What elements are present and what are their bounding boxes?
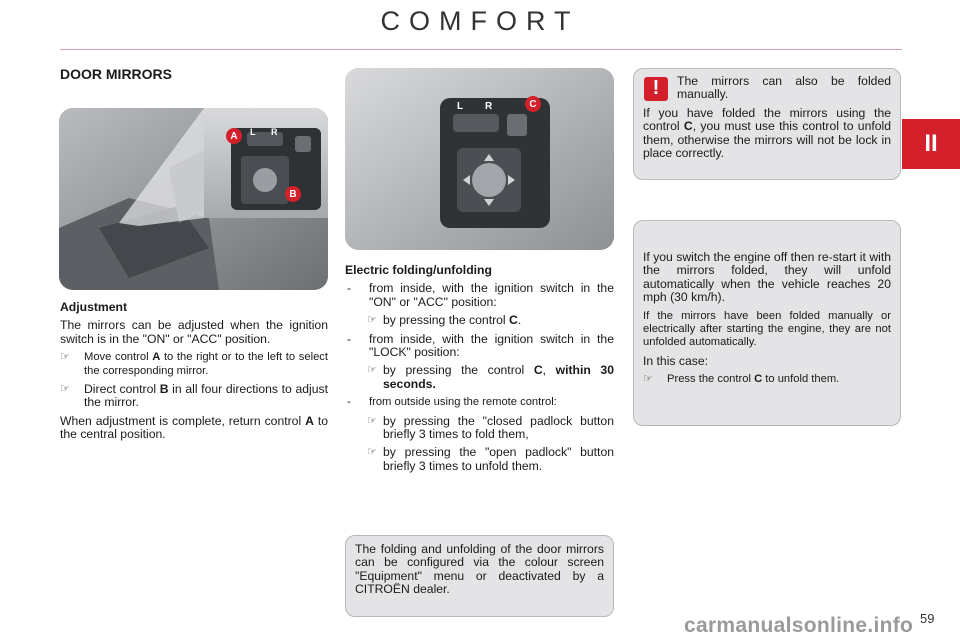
label-a-badge: A [226, 128, 242, 144]
folding-section [345, 264, 614, 478]
adjustment-section [60, 301, 328, 447]
exclamation-icon: ! [644, 77, 668, 101]
folding-item-1-sub: ☞ by pressing the control C. [367, 313, 522, 328]
folding-item-1: - from inside, with the ignition switch in the "ON" or "ACC" position: [347, 281, 614, 309]
photo-door-switch [59, 108, 328, 290]
config-note-text: The folding and unfolding of the door mirrors can be configured via the colour screen "Equipment" menu or deactivated by a CITROËN dealer. [355, 542, 604, 597]
label-b-badge: B [285, 186, 301, 202]
switch-label-l: L [457, 101, 464, 112]
pointing-hand-icon: ☞ [367, 314, 377, 327]
folding-item-3-sub-2: ☞ by pressing the "open padlock" button briefly 3 times to unfold them. [367, 445, 614, 473]
warning-box [633, 68, 901, 180]
info-box [633, 220, 901, 426]
info-text-2: If the mirrors have been folded manually or electrically after starting the engine, they are not unfolded automatically. [643, 309, 891, 349]
folding-item-3-sub-1: ☞ by pressing the "closed padlock button briefly 3 times to fold them, [367, 413, 614, 442]
watermark: carmanualsonline.info [684, 614, 914, 637]
switch-label-l: L [250, 127, 256, 137]
folding-item-3: - from outside using the remote control: [347, 396, 557, 409]
warning-text: If you have folded the mirrors using the control C, you must use this control to unfold them, otherwise the mirrors will not be lock in place correctly. [643, 105, 891, 161]
pointing-hand-icon: ☞ [60, 383, 70, 396]
photo-mirror-control [345, 68, 614, 250]
pointing-hand-icon: ☞ [367, 414, 377, 427]
folding-item-2: - from inside, with the ignition switch in the "LOCK" position: [347, 331, 614, 360]
adjustment-intro: The mirrors can be adjusted when the ignition switch is in the "ON" or "ACC" position. [60, 318, 328, 346]
folding-title: Electric folding/unfolding [345, 263, 492, 277]
adjustment-bullet-1: ☞ Move control A to the right or to the left to select the corresponding mirror. [60, 351, 328, 377]
info-bullet: ☞ Press the control C to unfold them. [643, 373, 840, 386]
switch-label-r: R [271, 127, 278, 137]
adjustment-end: When adjustment is complete, return control A to the central position. [60, 413, 328, 442]
pointing-hand-icon: ☞ [643, 373, 653, 386]
pointing-hand-icon: ☞ [367, 364, 377, 377]
pointing-hand-icon: ☞ [60, 351, 70, 364]
config-note-box [345, 535, 614, 617]
page-title: COMFORT [380, 6, 580, 36]
section-heading: DOOR MIRRORS [60, 66, 172, 82]
page-number: 59 [920, 611, 935, 626]
adjustment-bullet-2: ☞ Direct control B in all four directions to adjust the mirror. [60, 382, 328, 410]
chapter-tab[interactable]: II [902, 119, 960, 169]
info-text-1: If you switch the engine off then re-start it with the mirrors folded, they will unfold automatically when the vehicle reaches 20 mph (30 km/h). [643, 250, 891, 305]
switch-label-r: R [485, 101, 493, 112]
folding-item-2-sub: ☞ by pressing the control C, within 30 seconds. [367, 363, 614, 391]
warning-line-1: The mirrors can also be folded manually. [677, 74, 891, 102]
adjustment-title: Adjustment [60, 300, 128, 314]
label-c-badge: C [525, 96, 541, 112]
info-text-3: In this case: [643, 353, 709, 368]
title-divider [60, 49, 902, 50]
pointing-hand-icon: ☞ [367, 446, 377, 459]
